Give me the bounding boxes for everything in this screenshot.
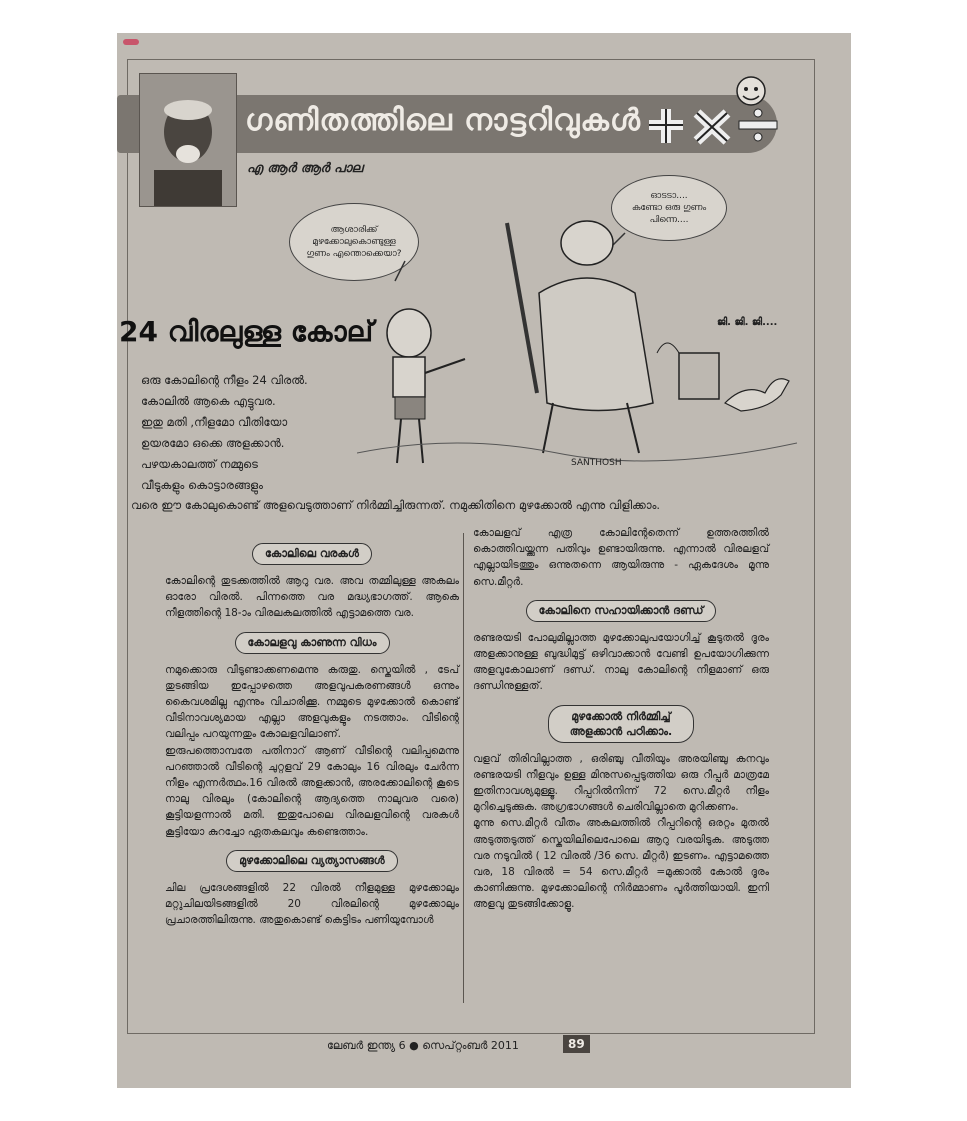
intro-last-line: വരെ ഈ കോലുകൊണ്ട് അളവെടുത്താണ് നിർമ്മിച്ചിരുന്നത്. നമുക്കിതിനെ മുഴക്കോൽ എന്നു വിളിക്കാം. — [131, 498, 661, 512]
intro-line: ഉയരമോ ഒക്കെ അളക്കാൻ. — [141, 436, 285, 450]
section-paragraph: മൂന്നു സെ.മീറ്റർ വീതം അകലത്തിൽ റീപ്പറിന്റെ ഒരറ്റം മുതൽ അടുത്തടുത്ത് സ്കെയിലിലെപോലെ ആറു വരയിടുക. അടുത്ത വര നടുവിൽ ( 12 വിരൽ /36 സെ. മീറ്റർ) ഇടണം. എട്ടാമത്തെ വര, 18 വിരൽ = 54 സെ.മീറ്റർ =മുക്കാൽ കോൽ ദൂരം കാണിക്കുന്നു. മുഴക്കോലിന്റെ നിർമ്മാണം പൂർത്തിയായി. ഇനി അളവു തുടങ്ങിക്കോളൂ. — [473, 817, 769, 911]
intro-line: കോലിൽ ആകെ എട്ടുവര. — [141, 394, 276, 408]
section-paragraph: ചില പ്രദേശങ്ങളിൽ 22 വിരൽ നീളമുള്ള മുഴക്കോലും മറ്റുചിലയിടങ്ങളിൽ 20 വിരലിന്റെ മുഴക്കോലും പ്രചാരത്തിലിരുന്നു. അതുകൊണ്ട് കെട്ടിടം പണിയുമ്പോൾ — [165, 881, 459, 927]
section-paragraph: നമുക്കൊരു വീടുണ്ടാക്കണമെന്നു കരുതു. സ്കെയിൽ , ടേപ് തുടങ്ങിയ ഇപ്പോഴത്തെ അളവുപകരണങ്ങൾ ഒന്നും കൈവശമില്ല എന്നും വിചാരിക്കൂ. നമ്മുടെ മുഴക്കോൽ കൊണ്ട് വീടിനാവശ്യമായ എല്ലാ അളവുകളും നടത്താം. വീടിന്റെ വലിപ്പം പറയുന്നതും കോലളവിലാണ്. — [165, 663, 459, 741]
section-heading: മുഴക്കോൽ നിർമ്മിച്ച് അളക്കാൻ പഠിക്കാം. — [548, 705, 694, 743]
publication-footer: ലേബർ ഇന്ത്യ 6 ● സെപ്റ്റംബർ 2011 — [327, 1039, 519, 1052]
math-symbols-illustration — [639, 73, 799, 153]
elder-bubble-line: ഓടടാ.... — [650, 191, 688, 201]
author-photo — [139, 73, 237, 207]
section-heading: കോലളവു കാണുന്ന വിധം — [235, 632, 390, 654]
child-bubble-line: ആശാരിക്ക് — [330, 225, 378, 235]
section-paragraph: രണ്ടരയടി പോലുമില്ലാത്ത മുഴക്കോലുപയോഗിച്ച് കൂടുതൽ ദൂരം അളക്കാനുള്ള ബുദ്ധിമുട്ട് ഒഴിവാക്കാൻ വേണ്ടി ഉപയോഗിക്കുന്ന അളവുകോലാണ് ദണ്ഡ്. നാലു കോലിന്റെ നീളമാണ് ഒരു ദണ്ഡിനുള്ളത്. — [473, 631, 769, 693]
section-paragraph: വളവ് തിരിവില്ലാത്ത , ഒരിഞ്ചു വീതിയും അരയിഞ്ചു കനവും രണ്ടരയടി നീളവും ഉള്ള മിനുസപ്പെടുത്തിയ ഒരു റീപ്പർ മാത്രമേ ഇതിനാവശ്യമുള്ളൂ. റീപ്പറിൽനിന്ന് 72 സെ.മീറ്റർ നീളം മുറിച്ചെടുക്കുക. അഗ്രഭാഗങ്ങൾ ചെരിവില്ലാതെ മുറിക്കണം. — [473, 752, 769, 814]
section-heading: കോലിനെ സഹായിക്കാൻ ദണ്ഡ് — [526, 600, 717, 622]
left-column — [165, 533, 459, 928]
column-divider — [463, 533, 464, 1003]
intro-line: പഴയകാലത്ത് നമ്മുടെ — [141, 457, 258, 471]
elder-bubble-line: കണ്ടോ ഒരു ഗുണം — [631, 203, 707, 213]
cartoon-illustration — [357, 203, 797, 483]
section-heading: കോലിലെ വരകൾ — [252, 543, 372, 565]
article-headline: 24 വിരലുള്ള കോല് — [119, 315, 374, 348]
section-paragraph: ഇരുപത്തൊമ്പതേ പതിനാറ് ആണ് വീടിന്റെ വലിപ്പമെന്നു പറഞ്ഞാൽ വീടിന്റെ ചുറ്റളവ് 29 കോലും 16 വിരലും ചേർന്ന നീളം എന്നർത്ഥം.16 വിരൽ അളക്കാൻ, അരക്കോലിന്റെ കൂടെ നാലു വിരലും (കോലിന്റെ ആദ്യത്തെ നാലുവര വരെ) കൂട്ടിയളന്നാൽ മതി. ഇതുപോലെ വിരലളവിന്റെ വരകൾ കൂട്ടിയോ കുറച്ചോ ഏതകലവും കണ്ടെത്താം. — [165, 744, 459, 838]
right-column — [473, 525, 769, 913]
intro-line: വീടുകളും കൊട്ടാരങ്ങളും — [141, 478, 263, 492]
artist-signature: SANTHOSH — [571, 458, 622, 468]
section-heading: മുഴക്കോലിലെ വ്യത്യാസങ്ങൾ — [226, 850, 397, 872]
child-bubble-line: മുഴക്കോലുകൊണ്ടുള്ള — [312, 237, 396, 247]
page-title: ഗണിതത്തിലെ നാട്ടറിവുകൾ — [245, 103, 642, 138]
author-name: എ ആർ ആർ പാല — [247, 161, 363, 176]
magazine-page — [117, 33, 851, 1088]
corner-mark — [123, 39, 139, 45]
section-paragraph: കോലളവ് എത്ര കോലിന്റേതെന്ന് ഉത്തരത്തിൽ കൊത്തിവയ്ക്കുന്ന പതിവും ഉണ്ടായിരുന്നു. എന്നാൽ വിരലളവ് എല്ലായിടത്തും ഒന്നുതന്നെ ആയിരുന്നു - ഏകദേശം മൂന്നു സെ.മീറ്റർ. — [473, 527, 769, 588]
cartoonist-credit: ജി. ജി. ജി.... — [717, 317, 778, 328]
intro-line: ഒരു കോലിന്റെ നീളം 24 വിരൽ. — [141, 373, 308, 387]
intro-line: ഇതു മതി ,നീളമോ വീതിയോ — [141, 415, 288, 429]
section-paragraph: കോലിന്റെ തുടക്കത്തിൽ ആറു വര. അവ തമ്മിലുള്ള അകലം ഓരോ വിരൽ. പിന്നത്തെ വര മദ്ധ്യഭാഗത്ത്. ആകെ നീളത്തിന്റെ 18-ാം വിരലകലത്തിൽ എട്ടാമത്തെ വര. — [165, 575, 459, 620]
page-number: 89 — [563, 1035, 590, 1053]
child-bubble-line: ഗുണം എന്തൊക്കെയാ? — [306, 249, 402, 259]
elder-bubble-line: പിന്നെ.... — [649, 215, 689, 225]
